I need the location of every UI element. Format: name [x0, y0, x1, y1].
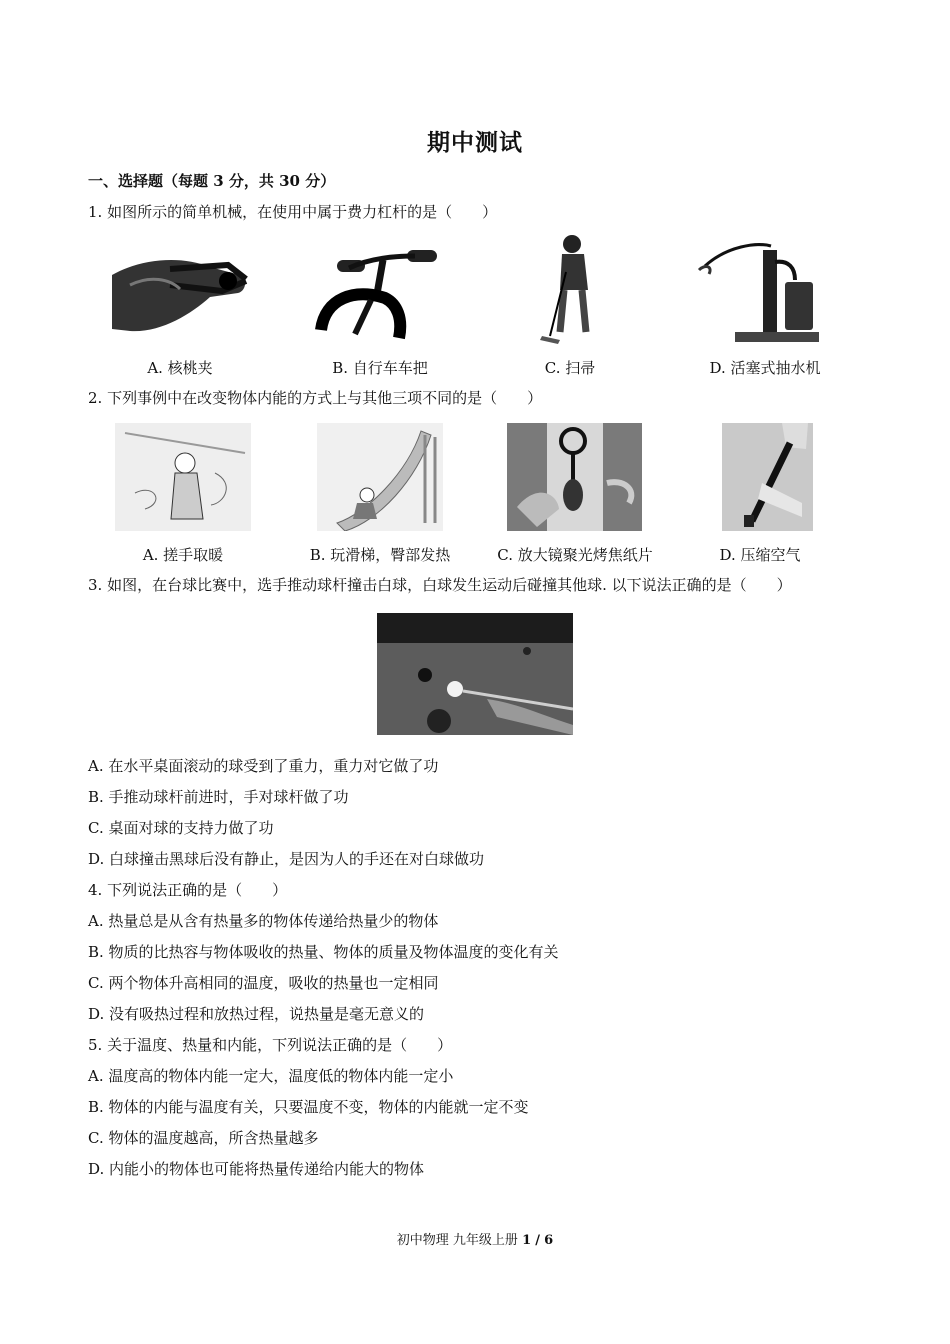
q5-option-d: D. 内能小的物体也可能将热量传递给内能大的物体 — [88, 1160, 425, 1178]
question-5-stem: 5. 关于温度、热量和内能，下列说法正确的是（ ） — [88, 1036, 453, 1054]
question-3-stem: 3. 如图，在台球比赛中，选手推动球杆撞击白球，白球发生运动后碰撞其他球. 以下说法正确的是（ ） — [88, 576, 792, 594]
section-heading: 一、选择题（每题 3 分，共 30 分） — [88, 172, 336, 190]
q1-option-a: A. 核桃夹 — [147, 359, 213, 377]
q5-option-a: A. 温度高的物体内能一定大，温度低的物体内能一定小 — [88, 1067, 454, 1085]
air-compression-image — [722, 423, 813, 531]
q4-option-a: A. 热量总是从含有热量多的物体传递给热量少的物体 — [88, 912, 439, 930]
question-2-stem: 2. 下列事例中在改变物体内能的方式上与其他三项不同的是（ ） — [88, 389, 543, 407]
footer-separator: / — [535, 1233, 541, 1248]
magnifier-image — [507, 423, 642, 531]
broom-image — [540, 232, 602, 346]
q4-option-d: D. 没有吸热过程和放热过程，说热量是毫无意义的 — [88, 1005, 425, 1023]
q2-option-c: C. 放大镜聚光烤焦纸片 — [497, 546, 653, 564]
q5-option-b: B. 物体的内能与温度有关，只要温度不变，物体的内能就一定不变 — [88, 1098, 529, 1116]
rubbing-hands-image — [115, 423, 251, 531]
q1-option-d: D. 活塞式抽水机 — [709, 359, 821, 377]
q2-option-b: B. 玩滑梯，臀部发热 — [309, 546, 451, 564]
footer-total-pages: 6 — [544, 1233, 554, 1248]
q3-option-a: A. 在水平桌面滚动的球受到了重力，重力对它做了功 — [88, 757, 439, 775]
q5-option-c: C. 物体的温度越高，所含热量越多 — [88, 1129, 319, 1147]
footer-subject: 初中物理 九年级上册 — [396, 1233, 518, 1248]
q3-option-b: B. 手推动球杆前进时，手对球杆做了功 — [88, 788, 349, 806]
footer-page-number: 1 — [522, 1233, 532, 1248]
page-footer — [0, 1229, 950, 1248]
question-1-stem: 1. 如图所示的简单机械，在使用中属于费力杠杆的是（ ） — [88, 203, 498, 221]
q1-option-c: C. 扫帚 — [544, 359, 596, 377]
q3-option-d: D. 白球撞击黑球后没有静止，是因为人的手还在对白球做功 — [88, 850, 485, 868]
q1-option-b: B. 自行车车把 — [332, 359, 428, 377]
walnut-cracker-image — [110, 245, 250, 337]
bicycle-handlebar-image — [315, 238, 440, 341]
slide-image — [317, 423, 443, 531]
q3-option-c: C. 桌面对球的支持力做了功 — [88, 819, 274, 837]
billiards-image — [377, 613, 573, 735]
q2-option-a: A. 搓手取暖 — [142, 546, 224, 564]
q2-option-d: D. 压缩空气 — [719, 546, 801, 564]
page-title: 期中测试 — [427, 129, 523, 156]
question-4-stem: 4. 下列说法正确的是（ ） — [88, 881, 288, 899]
q4-option-c: C. 两个物体升高相同的温度，吸收的热量也一定相同 — [88, 974, 439, 992]
piston-pump-image — [697, 236, 825, 346]
q4-option-b: B. 物质的比热容与物体吸收的热量、物体的质量及物体温度的变化有关 — [88, 943, 559, 961]
